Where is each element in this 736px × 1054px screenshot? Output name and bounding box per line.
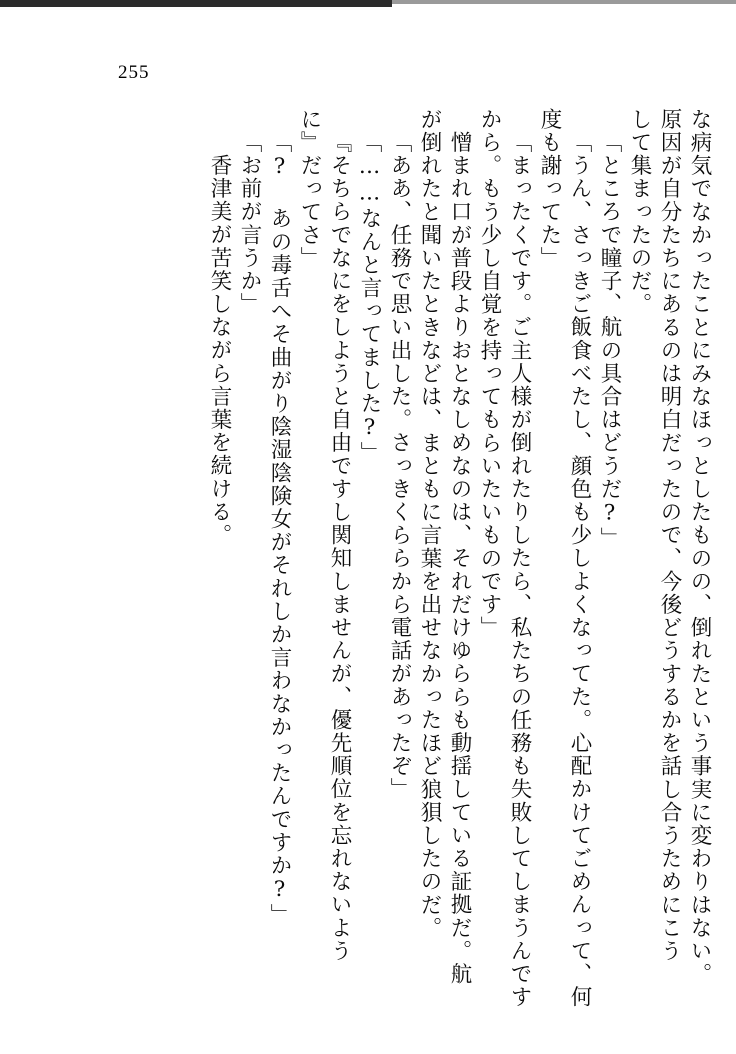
text-column: して集まったのだ。 <box>627 108 652 316</box>
text-column: 「ところで瞳子、航の具合はどうだ?」 <box>597 131 622 551</box>
text-column: 「まったくです。ご主人様が倒れたりしたら、私たちの任務も失敗してしまうんです <box>507 131 532 1009</box>
text-column: から。もう少し自覚を持ってもらいたいものです」 <box>477 108 502 640</box>
text-column: 度も謝ってた」 <box>537 108 562 270</box>
text-column: に』だってさ」 <box>297 108 322 270</box>
text-column: 憎まれ口が普段よりおとなしめなのは、それだけゆららも動揺している証拠だ。航 <box>447 131 472 986</box>
text-column: な病気でなかったことにみなほっとしたものの、倒れたという事実に変わりはない。 <box>687 108 712 986</box>
text-column: 香津美が苦笑しながら言葉を続ける。 <box>207 154 232 547</box>
page-number: 255 <box>118 62 150 83</box>
text-column: 「……なんと言ってました?」 <box>357 131 382 465</box>
vertical-text-body <box>200 108 710 1008</box>
text-column: が倒れたと聞いたときなどは、まともに言葉を出せなかったほど狼狽したのだ。 <box>417 108 442 940</box>
text-column: 原因が自分たちにあるのは明白だったので、今後どうするかを話し合うためにこう <box>657 108 682 963</box>
text-column: 『そちらでなにをしようと自由ですし関知しませんが、優先順位を忘れないよう <box>327 131 352 963</box>
text-column: 「ああ、任務で思い出した。さっきくららから電話があったぞ」 <box>387 131 412 801</box>
text-column: 「うん、さっきご飯食べたし、顔色も少しよくなってた。心配かけてごめんって、何 <box>567 131 592 1009</box>
text-column: 「お前が言うか」 <box>237 131 262 316</box>
text-column: 「? あの毒舌へそ曲がり陰湿陰険女がそれしか言わなかったんですか?」 <box>267 131 292 927</box>
